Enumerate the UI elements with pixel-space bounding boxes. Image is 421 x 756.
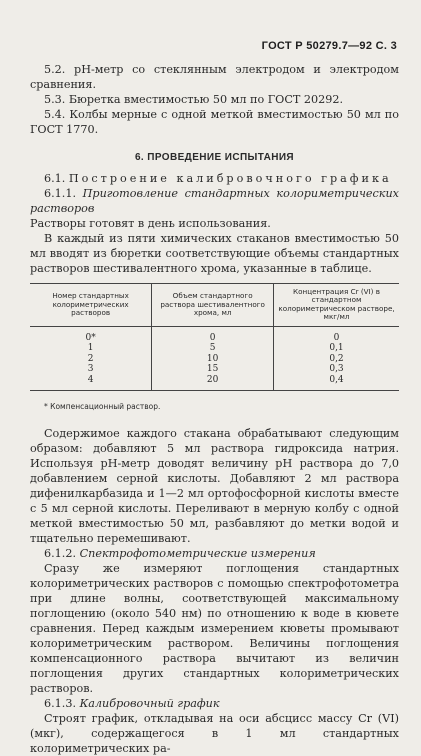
table-row xyxy=(30,354,399,365)
table-row xyxy=(30,364,399,375)
table-cell: 4 xyxy=(30,375,152,390)
table-cell: 0,4 xyxy=(274,375,399,390)
table-header-cell: Номер стандартных колориметрических растворов xyxy=(30,284,152,327)
page-header: ГОСТ Р 50279.7—92 С. 3 xyxy=(261,40,397,52)
subsection-6-1-3 xyxy=(30,696,399,711)
table-header-cell: Концентрация Cr (VI) в стандартном колориметрическом растворе, мкг/мл xyxy=(274,284,399,327)
subsection-6-1 xyxy=(30,171,399,186)
paragraph-5-3: 5.3. Бюретка вместимостью 50 мл по ГОСТ 20292. xyxy=(44,93,344,106)
section-title-6: 6. ПРОВЕДЕНИЕ ИСПЫТАНИЯ xyxy=(134,152,295,163)
paragraph-beakers: В каждый из пяти химических стаканов вместимостью 50 мл вводят из бюретки соответствующие объемы стандартных растворов шестивалентного хрома, указанные в таблице. xyxy=(30,232,399,275)
table-cell: 5 xyxy=(152,343,274,354)
table-cell: 0,1 xyxy=(274,343,399,354)
table-row xyxy=(30,375,399,390)
subsection-6-1-title: Построение калибровочного графика xyxy=(68,172,392,185)
paragraph-5-4: 5.4. Колбы мерные с одной меткой вместимостью 50 мл по ГОСТ 1770. xyxy=(30,108,399,136)
subsection-6-1-3-title: Калибровочный график xyxy=(79,696,220,710)
table-cell: 0 xyxy=(152,326,274,343)
subsection-6-1-2 xyxy=(30,546,399,561)
table-header-row xyxy=(30,284,399,327)
subsection-6-1-number: 6.1. xyxy=(44,172,66,185)
paragraph-prep: Растворы готовят в день использования. xyxy=(30,217,271,230)
table-cell: 2 xyxy=(87,353,94,364)
table-cell: 0 xyxy=(274,326,399,343)
paragraph-5-2: 5.2. pH-метр со стеклянным электродом и электродом сравнения. xyxy=(30,63,399,91)
paragraph-measure: Сразу же измеряют поглощения стандартных колориметрических растворов с помощью спектрофотометра при длине волны, соответствующей максимальному поглощению (около 540 нм) по отношению к воде в кювете сравнения. Перед каждым измерением кюветы промывают колориметрическим раствором. Величины поглощения компенсационного раствора вычитают из величин поглощения других стандартных колориметрических растворов. xyxy=(30,561,399,695)
standards-table xyxy=(30,283,399,391)
table-cell: 3 xyxy=(87,364,94,375)
table-cell: 20 xyxy=(152,375,274,390)
table-footnote: * Компенсационный раствор. xyxy=(44,401,161,411)
subsection-6-1-2-title: Спектрофотометрические измерения xyxy=(79,546,316,560)
subsection-6-1-1-title: Приготовление стандартных колориметрических растворов xyxy=(30,187,399,215)
table-cell: 0,2 xyxy=(274,354,399,365)
table-row xyxy=(30,326,399,343)
table-header-cell: Объем стандартного раствора шестивалентного хрома, мл xyxy=(152,284,274,327)
paragraph-graph: Строят график, откладывая на оси абсцисс массу Cr (VI) (мкг), содержащегося в 1 мл стандартных колориметрических ра- xyxy=(30,711,399,755)
paragraph-contents: Содержимое каждого стакана обрабатывают следующим образом: добавляют 5 мл раствора гидроксида натрия. Используя pH-метр доводят величину pH раствора до 7,0 добавлением серной кислоты. Добавляют 2 мл раствора дифенилкарбазида и 1—2 мл ортофосфорной кислоты вместе с 5 мл серной кислоты. Переливают в мерную колбу с одной меткой вместимостью 50 мл, разбавляют до метки водой и тщательно перемешивают. xyxy=(30,426,399,545)
table-cell: 0* xyxy=(85,332,96,343)
table-row xyxy=(30,343,399,354)
table-cell: 0,3 xyxy=(274,364,399,375)
table-cell: 10 xyxy=(152,354,274,365)
subsection-6-1-3-number: 6.1.3. xyxy=(44,696,77,710)
subsection-6-1-1-number: 6.1.1. xyxy=(44,187,77,200)
subsection-6-1-2-number: 6.1.2. xyxy=(44,546,77,560)
table-cell: 1 xyxy=(87,343,94,354)
document-body xyxy=(30,62,399,756)
subsection-6-1-1 xyxy=(30,186,399,216)
table-cell: 15 xyxy=(152,364,274,375)
